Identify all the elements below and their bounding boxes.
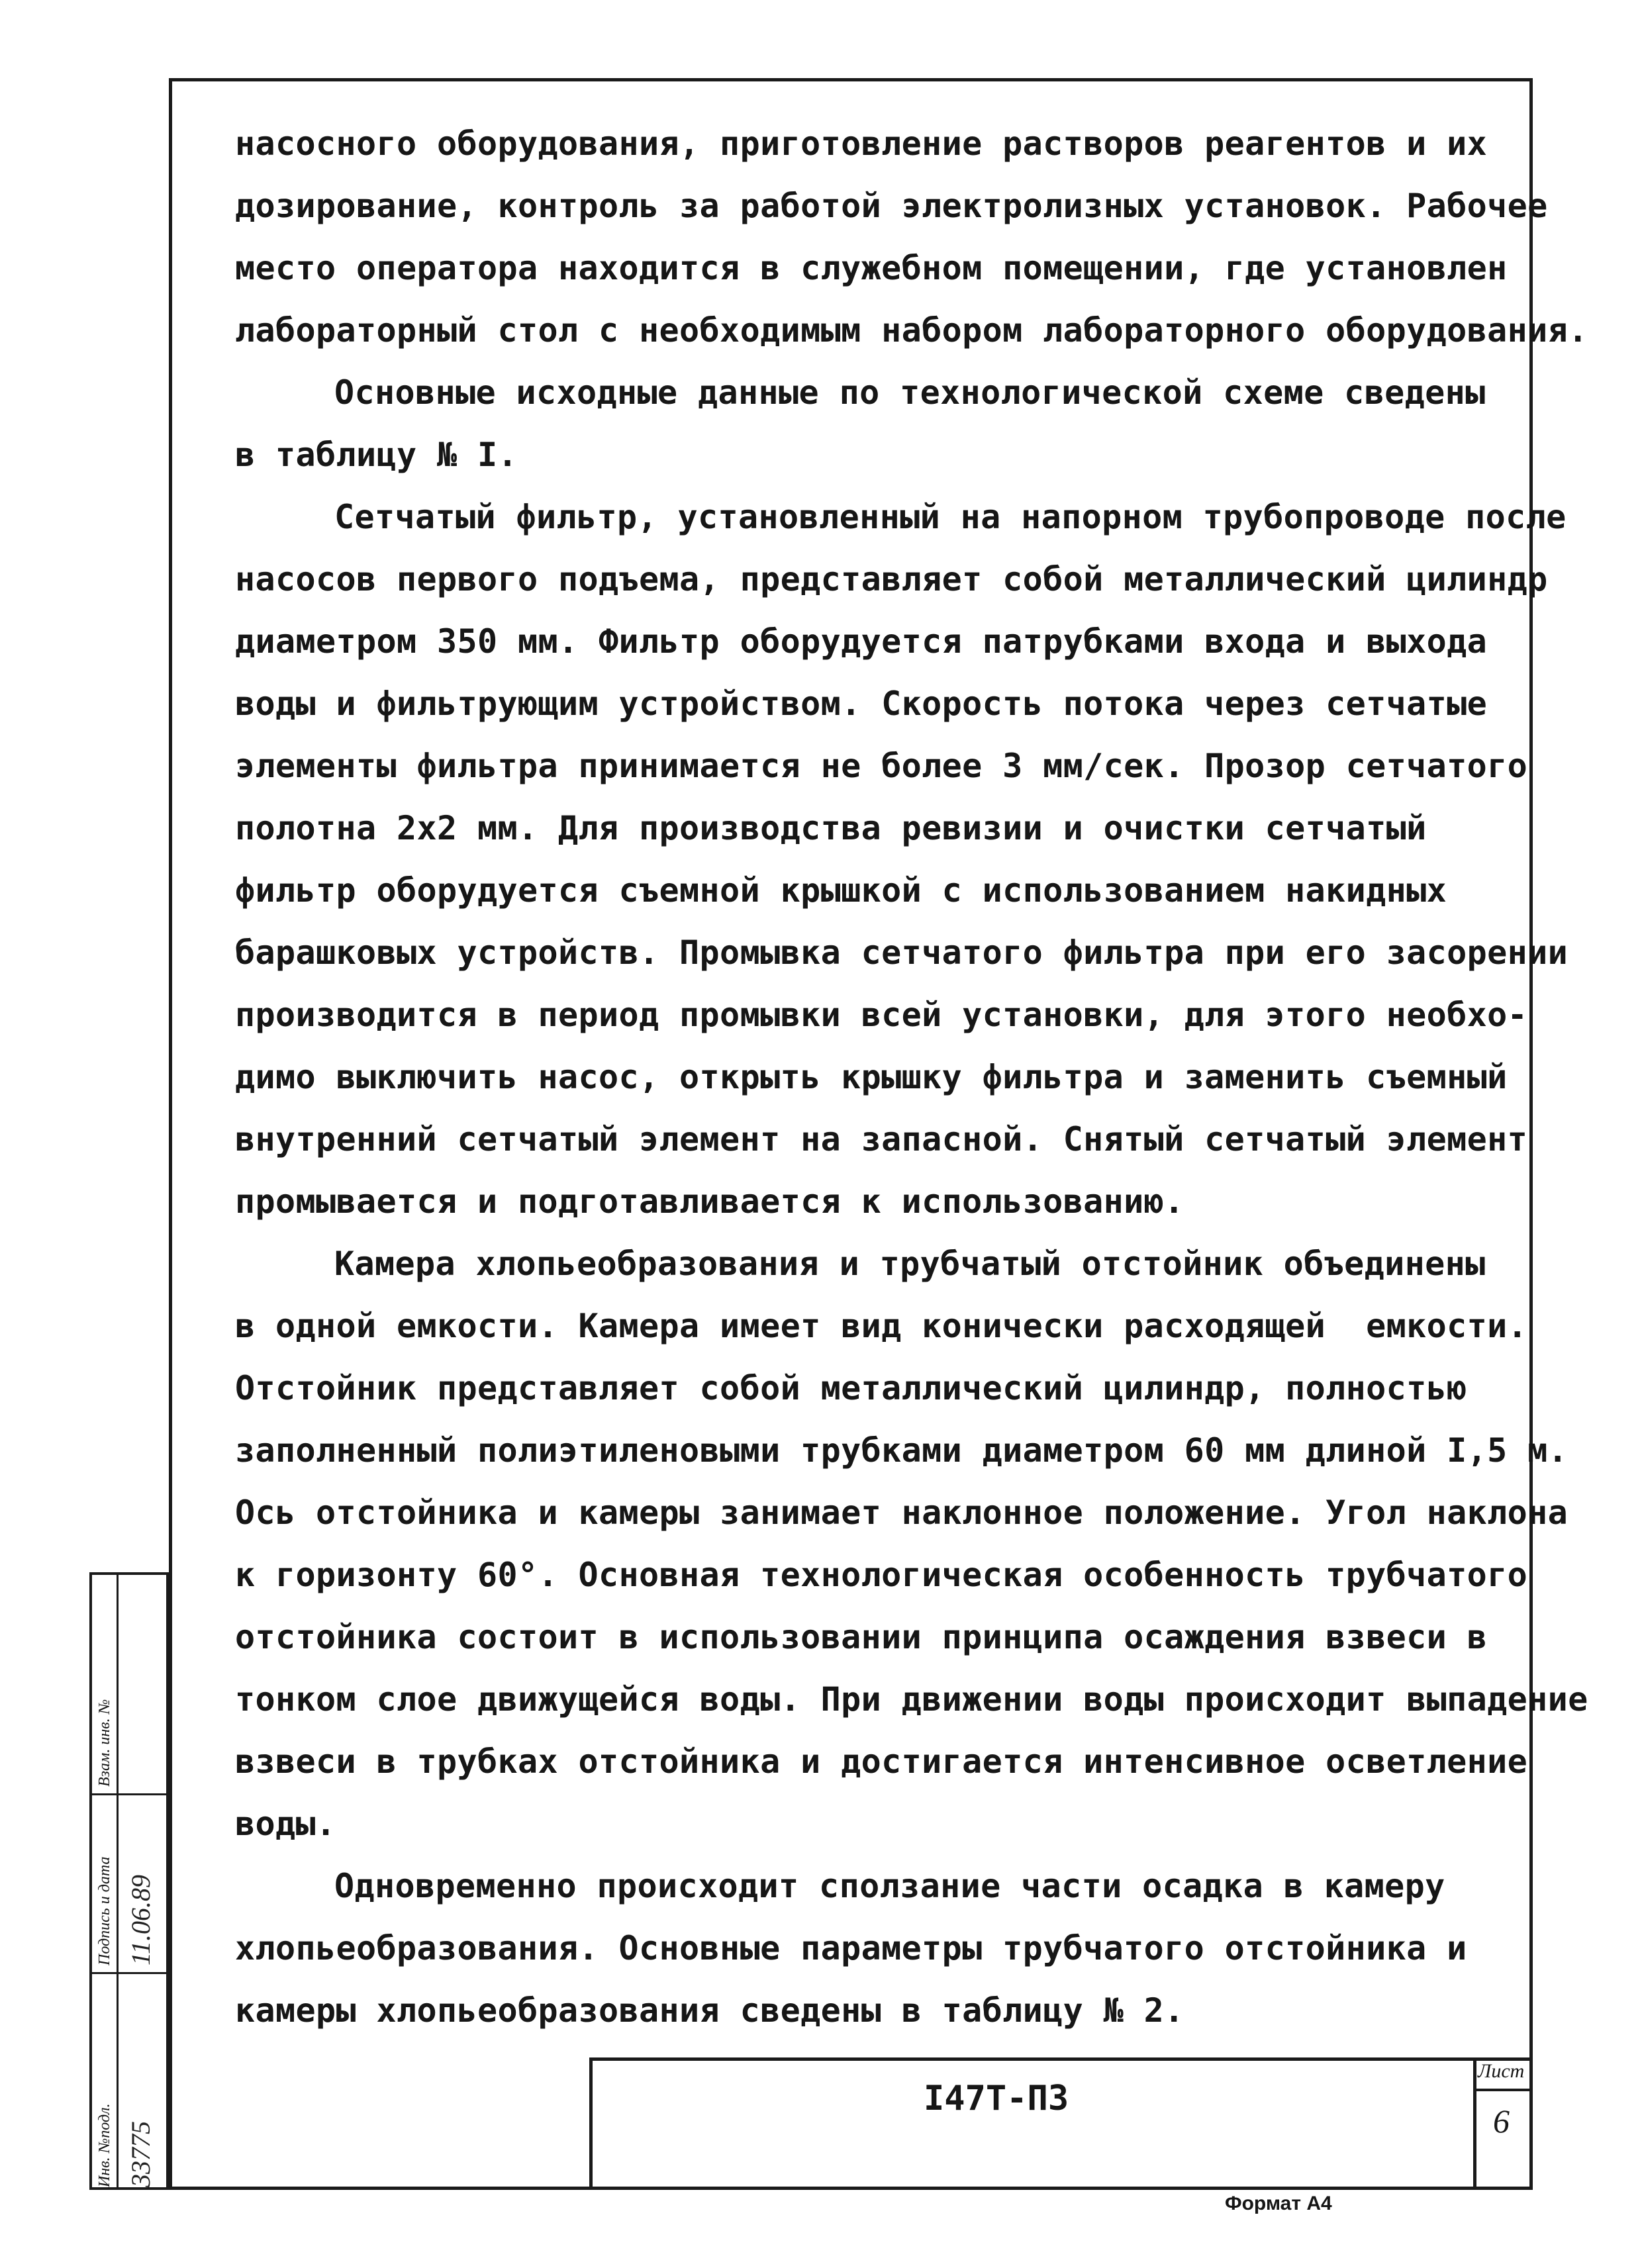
stamp-label-signature: Подпись и дата: [96, 1856, 113, 1965]
text-line: Ось отстойника и камеры занимает наклонное положение. Угол наклона: [235, 1493, 1569, 1532]
text-line: хлопьеобразования. Основные параметры трубчатого отстойника и: [235, 1929, 1467, 1967]
text-line: в одной емкости. Камера имеет вид конически расходящей емкости.: [235, 1307, 1528, 1345]
text-line: тонком слое движущейся воды. При движении воды происходит выпадение: [235, 1680, 1588, 1719]
sheet-divider: [1473, 2089, 1533, 2091]
text-line: Отстойник представляет собой металлический цилиндр, полностью: [235, 1369, 1467, 1407]
text-line: воды и фильтрующим устройством. Скорость потока через сетчатые: [235, 685, 1488, 723]
archive-stamp: [89, 1572, 169, 2190]
text-line: диаметром 350 мм. Фильтр оборудуется патрубками входа и выхода: [235, 622, 1488, 661]
text-line: Одновременно происходит сползание части осадка в камеру: [334, 1867, 1445, 1905]
text-line: насосов первого подъема, представляет собой металлический цилиндр: [235, 560, 1548, 598]
text-line: барашковых устройств. Промывка сетчатого фильтра при его засорении: [235, 933, 1569, 972]
document-code: I47Т-ПЗ: [924, 2079, 1069, 2118]
text-line: лабораторный стол с необходимым набором лабораторного оборудования.: [235, 311, 1588, 350]
text-line: место оператора находится в служебном помещении, где установлен: [235, 249, 1508, 287]
sheet-number: 6: [1493, 2103, 1510, 2140]
document-body: [235, 113, 1588, 2042]
text-line: отстойника состоит в использовании принципа осаждения взвеси в: [235, 1618, 1488, 1656]
text-line: дозирование, контроль за работой электролизных установок. Рабочее: [235, 187, 1548, 225]
stamp-label-inventory: Инв. №подл.: [96, 2103, 113, 2187]
title-block: [589, 2057, 1533, 2190]
stamp-label-replacement: Взам. инв. №: [96, 1699, 113, 1787]
format-label: Формат А4: [1225, 2193, 1332, 2214]
text-line: в таблицу № I.: [235, 436, 518, 474]
stamp-divider: [92, 1793, 166, 1795]
text-line: производится в период промывки всей установки, для этого необхо-: [235, 996, 1528, 1034]
text-line: взвеси в трубках отстойника и достигается интенсивное осветление: [235, 1742, 1528, 1781]
text-line: промывается и подготавливается к использованию.: [235, 1182, 1184, 1221]
stamp-inventory-number: 33775: [126, 2121, 156, 2187]
text-line: Сетчатый фильтр, установленный на напорном трубопроводе после: [334, 498, 1567, 536]
text-line: внутренний сетчатый элемент на запасной. Снятый сетчатый элемент: [235, 1120, 1528, 1158]
text-line: воды.: [235, 1805, 336, 1843]
text-line: Основные исходные данные по технологической схеме сведены: [334, 373, 1486, 412]
stamp-signature-date: 11.06.89: [126, 1874, 156, 1965]
text-line: камеры хлопьеобразования сведены в таблицу № 2.: [235, 1991, 1184, 2030]
text-line: полотна 2х2 мм. Для производства ревизии и очистки сетчатый: [235, 809, 1427, 847]
text-line: заполненный полиэтиленовыми трубками диаметром 60 мм длиной I,5 м.: [235, 1431, 1569, 1470]
text-line: к горизонту 60°. Основная технологическая особенность трубчатого: [235, 1556, 1528, 1594]
stamp-divider: [92, 1972, 166, 1974]
text-line: димо выключить насос, открыть крышку фильтра и заменить съемный: [235, 1058, 1508, 1096]
text-line: насосного оборудования, приготовление растворов реагентов и их: [235, 124, 1488, 163]
text-line: элементы фильтра принимается не более 3 мм/сек. Прозор сетчатого: [235, 747, 1528, 785]
text-line: фильтр оборудуется съемной крышкой с использованием накидных: [235, 871, 1447, 910]
text-line: Камера хлопьеобразования и трубчатый отстойник объединены: [334, 1245, 1486, 1283]
sheet-label: Лист: [1478, 2060, 1525, 2082]
